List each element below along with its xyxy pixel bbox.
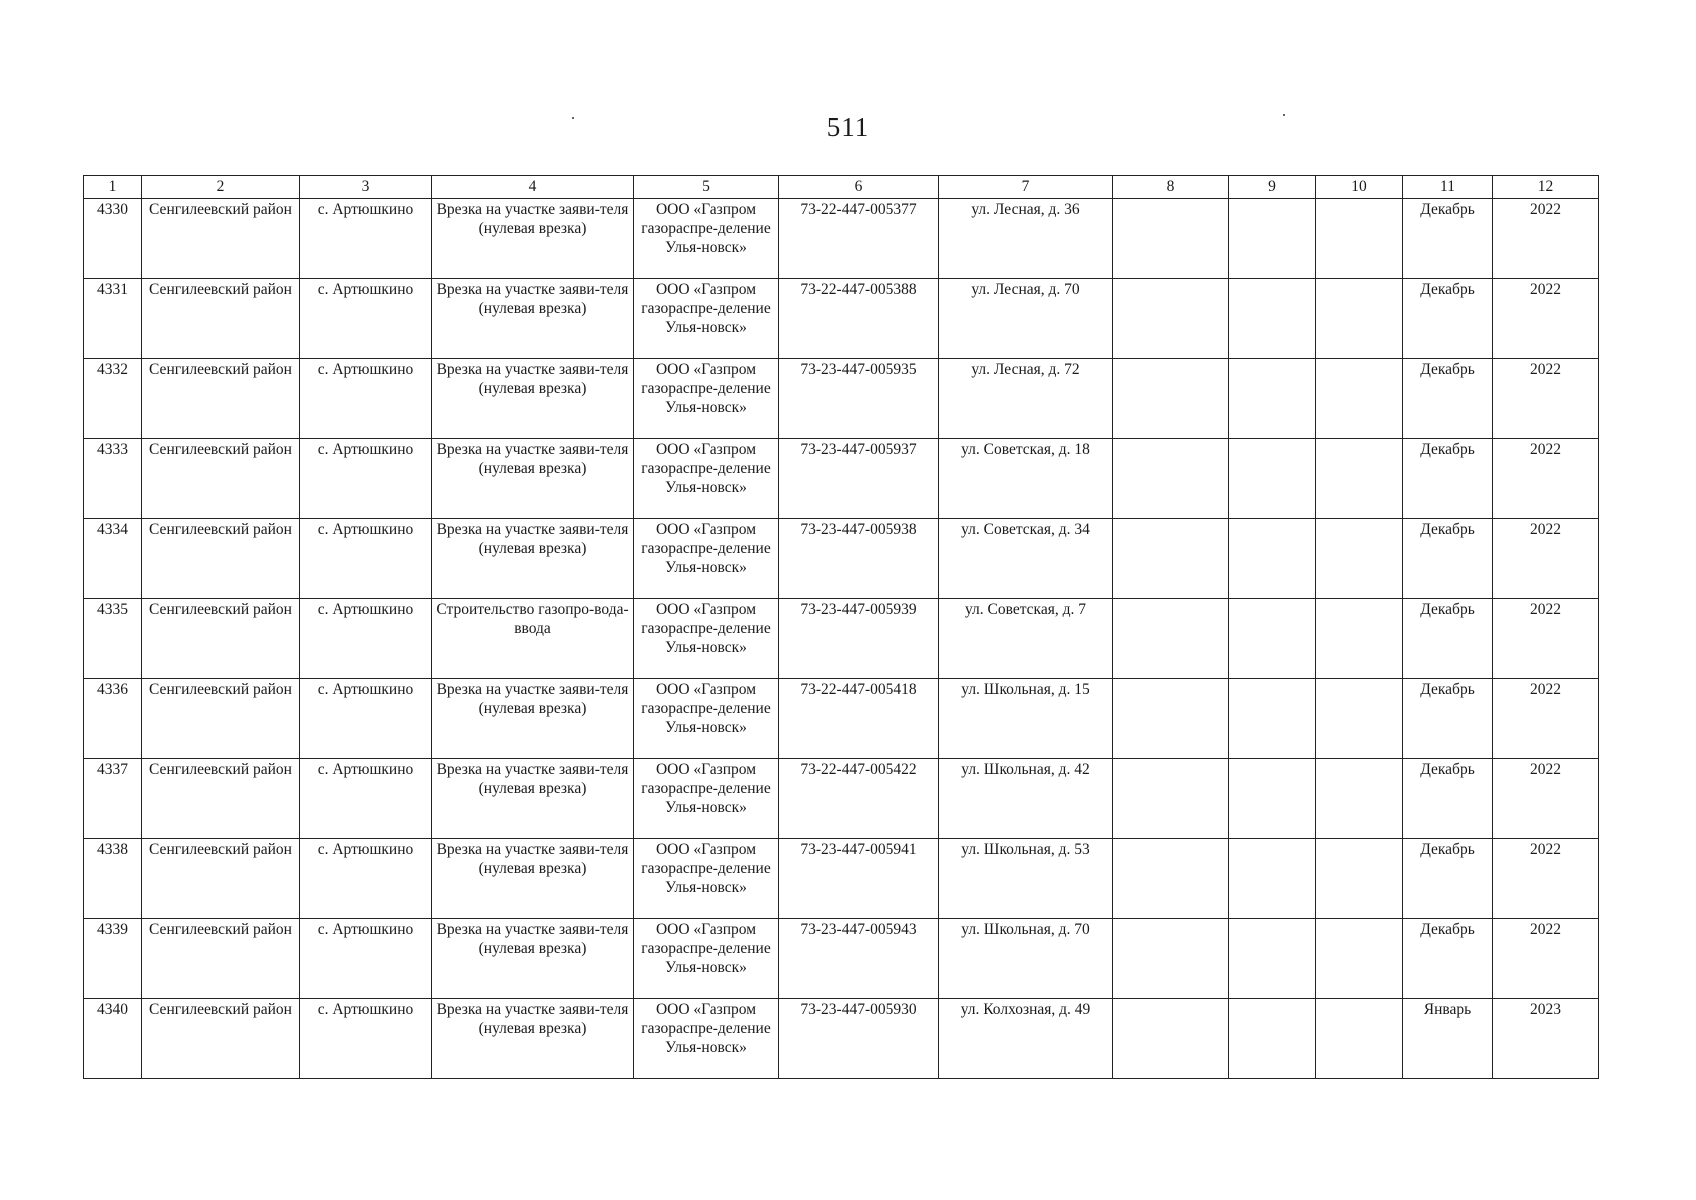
settlement-cell: с. Артюшкино <box>300 199 432 279</box>
organization-cell: ООО «Газпром газораспре-деление Улья-новск» <box>634 839 779 919</box>
column-header-7: 7 <box>939 176 1113 199</box>
organization-cell: ООО «Газпром газораспре-деление Улья-новск» <box>634 599 779 679</box>
address-cell: ул. Лесная, д. 72 <box>939 359 1113 439</box>
settlement-cell: с. Артюшкино <box>300 839 432 919</box>
work-type-cell: Врезка на участке заяви-теля (нулевая врезка) <box>432 199 634 279</box>
district-cell: Сенгилеевский район <box>142 679 300 759</box>
year-cell: 2022 <box>1493 919 1599 999</box>
month-cell: Декабрь <box>1403 919 1493 999</box>
column-9-cell <box>1229 679 1316 759</box>
settlement-cell: с. Артюшкино <box>300 279 432 359</box>
month-cell: Декабрь <box>1403 359 1493 439</box>
work-type-cell: Врезка на участке заяви-теля (нулевая врезка) <box>432 279 634 359</box>
organization-cell: ООО «Газпром газораспре-деление Улья-новск» <box>634 919 779 999</box>
organization-cell: ООО «Газпром газораспре-деление Улья-новск» <box>634 439 779 519</box>
column-header-6: 6 <box>779 176 939 199</box>
year-cell: 2022 <box>1493 599 1599 679</box>
address-cell: ул. Колхозная, д. 49 <box>939 999 1113 1079</box>
column-8-cell <box>1113 999 1229 1079</box>
address-cell: ул. Советская, д. 18 <box>939 439 1113 519</box>
column-8-cell <box>1113 519 1229 599</box>
month-cell: Декабрь <box>1403 519 1493 599</box>
column-9-cell <box>1229 279 1316 359</box>
column-10-cell <box>1316 679 1403 759</box>
column-8-cell <box>1113 839 1229 919</box>
table-row <box>84 999 1599 1079</box>
work-type-cell: Врезка на участке заяви-теля (нулевая врезка) <box>432 999 634 1079</box>
table-row <box>84 759 1599 839</box>
column-header-12: 12 <box>1493 176 1599 199</box>
row-number-cell: 4334 <box>84 519 142 599</box>
object-code-cell: 73-23-447-005943 <box>779 919 939 999</box>
scan-speck <box>1283 114 1285 116</box>
column-header-11: 11 <box>1403 176 1493 199</box>
column-header-1: 1 <box>84 176 142 199</box>
year-cell: 2022 <box>1493 199 1599 279</box>
table-row <box>84 279 1599 359</box>
column-9-cell <box>1229 359 1316 439</box>
settlement-cell: с. Артюшкино <box>300 919 432 999</box>
object-code-cell: 73-23-447-005938 <box>779 519 939 599</box>
address-cell: ул. Школьная, д. 70 <box>939 919 1113 999</box>
table-row <box>84 919 1599 999</box>
month-cell: Декабрь <box>1403 679 1493 759</box>
table-row <box>84 679 1599 759</box>
column-8-cell <box>1113 919 1229 999</box>
column-8-cell <box>1113 599 1229 679</box>
district-cell: Сенгилеевский район <box>142 359 300 439</box>
table-row <box>84 839 1599 919</box>
column-9-cell <box>1229 199 1316 279</box>
work-type-cell: Строительство газопро-вода-ввода <box>432 599 634 679</box>
work-type-cell: Врезка на участке заяви-теля (нулевая врезка) <box>432 679 634 759</box>
row-number-cell: 4339 <box>84 919 142 999</box>
table-row <box>84 519 1599 599</box>
settlement-cell: с. Артюшкино <box>300 359 432 439</box>
year-cell: 2022 <box>1493 279 1599 359</box>
object-code-cell: 73-22-447-005377 <box>779 199 939 279</box>
year-cell: 2022 <box>1493 359 1599 439</box>
register-body <box>84 199 1599 1079</box>
organization-cell: ООО «Газпром газораспре-деление Улья-новск» <box>634 999 779 1079</box>
row-number-cell: 4340 <box>84 999 142 1079</box>
column-8-cell <box>1113 439 1229 519</box>
month-cell: Декабрь <box>1403 199 1493 279</box>
month-cell: Декабрь <box>1403 599 1493 679</box>
organization-cell: ООО «Газпром газораспре-деление Улья-новск» <box>634 359 779 439</box>
object-code-cell: 73-23-447-005937 <box>779 439 939 519</box>
column-9-cell <box>1229 919 1316 999</box>
row-number-cell: 4330 <box>84 199 142 279</box>
work-type-cell: Врезка на участке заяви-теля (нулевая врезка) <box>432 839 634 919</box>
year-cell: 2023 <box>1493 999 1599 1079</box>
column-number-row <box>84 176 1599 199</box>
object-code-cell: 73-23-447-005939 <box>779 599 939 679</box>
work-type-cell: Врезка на участке заяви-теля (нулевая врезка) <box>432 519 634 599</box>
table-row <box>84 599 1599 679</box>
address-cell: ул. Советская, д. 7 <box>939 599 1113 679</box>
district-cell: Сенгилеевский район <box>142 999 300 1079</box>
object-code-cell: 73-22-447-005422 <box>779 759 939 839</box>
table-row <box>84 359 1599 439</box>
district-cell: Сенгилеевский район <box>142 279 300 359</box>
column-10-cell <box>1316 359 1403 439</box>
month-cell: Декабрь <box>1403 279 1493 359</box>
column-10-cell <box>1316 199 1403 279</box>
column-header-8: 8 <box>1113 176 1229 199</box>
district-cell: Сенгилеевский район <box>142 199 300 279</box>
organization-cell: ООО «Газпром газораспре-деление Улья-новск» <box>634 679 779 759</box>
address-cell: ул. Школьная, д. 15 <box>939 679 1113 759</box>
object-code-cell: 73-22-447-005418 <box>779 679 939 759</box>
address-cell: ул. Лесная, д. 36 <box>939 199 1113 279</box>
column-9-cell <box>1229 999 1316 1079</box>
column-8-cell <box>1113 199 1229 279</box>
district-cell: Сенгилеевский район <box>142 759 300 839</box>
settlement-cell: с. Артюшкино <box>300 679 432 759</box>
table-row <box>84 199 1599 279</box>
column-header-3: 3 <box>300 176 432 199</box>
column-10-cell <box>1316 279 1403 359</box>
row-number-cell: 4335 <box>84 599 142 679</box>
settlement-cell: с. Артюшкино <box>300 759 432 839</box>
column-10-cell <box>1316 599 1403 679</box>
column-8-cell <box>1113 759 1229 839</box>
district-cell: Сенгилеевский район <box>142 839 300 919</box>
object-code-cell: 73-23-447-005930 <box>779 999 939 1079</box>
column-8-cell <box>1113 679 1229 759</box>
month-cell: Декабрь <box>1403 839 1493 919</box>
row-number-cell: 4337 <box>84 759 142 839</box>
address-cell: ул. Школьная, д. 53 <box>939 839 1113 919</box>
settlement-cell: с. Артюшкино <box>300 599 432 679</box>
work-type-cell: Врезка на участке заяви-теля (нулевая врезка) <box>432 359 634 439</box>
month-cell: Январь <box>1403 999 1493 1079</box>
settlement-cell: с. Артюшкино <box>300 999 432 1079</box>
work-type-cell: Врезка на участке заяви-теля (нулевая врезка) <box>432 759 634 839</box>
register-table <box>83 175 1599 1079</box>
column-8-cell <box>1113 279 1229 359</box>
year-cell: 2022 <box>1493 759 1599 839</box>
row-number-cell: 4332 <box>84 359 142 439</box>
row-number-cell: 4336 <box>84 679 142 759</box>
work-type-cell: Врезка на участке заяви-теля (нулевая врезка) <box>432 919 634 999</box>
address-cell: ул. Школьная, д. 42 <box>939 759 1113 839</box>
organization-cell: ООО «Газпром газораспре-деление Улья-новск» <box>634 199 779 279</box>
column-10-cell <box>1316 839 1403 919</box>
column-9-cell <box>1229 839 1316 919</box>
column-10-cell <box>1316 519 1403 599</box>
settlement-cell: с. Артюшкино <box>300 519 432 599</box>
address-cell: ул. Лесная, д. 70 <box>939 279 1113 359</box>
month-cell: Декабрь <box>1403 439 1493 519</box>
page-number: 511 <box>826 112 870 142</box>
column-header-10: 10 <box>1316 176 1403 199</box>
column-header-9: 9 <box>1229 176 1316 199</box>
row-number-cell: 4331 <box>84 279 142 359</box>
work-type-cell: Врезка на участке заяви-теля (нулевая врезка) <box>432 439 634 519</box>
column-9-cell <box>1229 439 1316 519</box>
organization-cell: ООО «Газпром газораспре-деление Улья-новск» <box>634 759 779 839</box>
month-cell: Декабрь <box>1403 759 1493 839</box>
organization-cell: ООО «Газпром газораспре-деление Улья-новск» <box>634 519 779 599</box>
table-row <box>84 439 1599 519</box>
column-9-cell <box>1229 599 1316 679</box>
column-10-cell <box>1316 999 1403 1079</box>
column-10-cell <box>1316 919 1403 999</box>
district-cell: Сенгилеевский район <box>142 519 300 599</box>
address-cell: ул. Советская, д. 34 <box>939 519 1113 599</box>
row-number-cell: 4338 <box>84 839 142 919</box>
column-8-cell <box>1113 359 1229 439</box>
year-cell: 2022 <box>1493 439 1599 519</box>
column-header-5: 5 <box>634 176 779 199</box>
district-cell: Сенгилеевский район <box>142 919 300 999</box>
row-number-cell: 4333 <box>84 439 142 519</box>
object-code-cell: 73-23-447-005935 <box>779 359 939 439</box>
object-code-cell: 73-23-447-005941 <box>779 839 939 919</box>
column-10-cell <box>1316 439 1403 519</box>
organization-cell: ООО «Газпром газораспре-деление Улья-новск» <box>634 279 779 359</box>
object-code-cell: 73-22-447-005388 <box>779 279 939 359</box>
scan-speck <box>572 117 574 119</box>
year-cell: 2022 <box>1493 519 1599 599</box>
settlement-cell: с. Артюшкино <box>300 439 432 519</box>
year-cell: 2022 <box>1493 679 1599 759</box>
column-header-2: 2 <box>142 176 300 199</box>
column-10-cell <box>1316 759 1403 839</box>
column-header-4: 4 <box>432 176 634 199</box>
year-cell: 2022 <box>1493 839 1599 919</box>
column-9-cell <box>1229 759 1316 839</box>
column-9-cell <box>1229 519 1316 599</box>
district-cell: Сенгилеевский район <box>142 439 300 519</box>
district-cell: Сенгилеевский район <box>142 599 300 679</box>
